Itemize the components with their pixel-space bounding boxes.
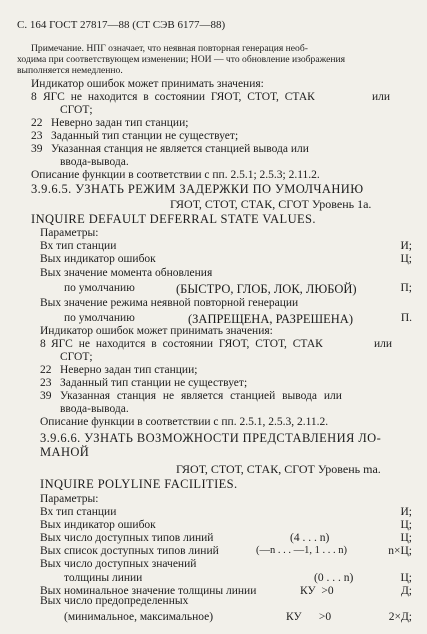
error-code: 39 bbox=[31, 143, 43, 155]
note-line: ходима при соответствующем изменении; НОИ — что обновление изображения bbox=[17, 54, 346, 65]
param-range: (ЗАПРЕЩЕНА, РАЗРЕШЕНА) bbox=[188, 312, 353, 326]
param-type: 2×Д; bbox=[388, 611, 412, 623]
params-label: Параметры: bbox=[40, 227, 99, 239]
param-name: Вх тип станции bbox=[40, 240, 117, 252]
section-title: 3.9.6.5. УЗНАТЬ РЕЖИМ ЗАДЕРЖКИ ПО УМОЛЧАНИЮ bbox=[31, 182, 364, 196]
error-text: ЯГС не находится в состоянии ГЯОТ, СТОТ, СТАК bbox=[43, 91, 315, 103]
text-line: Описание функции в соответствии с пп. 2.5.1, 2.5.3, 2.11.2. bbox=[40, 416, 329, 428]
error-text: ввода-вывода. bbox=[60, 156, 129, 168]
params-label: Параметры: bbox=[40, 493, 99, 505]
error-text: Заданный тип станции не существует; bbox=[60, 377, 248, 389]
error-text: СГОТ; bbox=[60, 104, 93, 116]
param-name: Вых число доступных типов линий bbox=[40, 532, 214, 544]
param-name: Вых значение момента обновления bbox=[40, 267, 213, 279]
param-type: П; bbox=[400, 282, 412, 294]
error-code: 23 bbox=[40, 377, 52, 389]
error-text: Неверно задан тип станции; bbox=[60, 364, 198, 376]
note-line: Примечание. НПГ означает, что неявная повторная генерация необ- bbox=[31, 43, 308, 54]
error-text: Неверно задан тип станции; bbox=[51, 117, 189, 129]
error-text: ввода-вывода. bbox=[60, 403, 129, 415]
param-name: по умолчанию bbox=[64, 312, 135, 324]
error-code: 23 bbox=[31, 130, 43, 142]
text-line: Индикатор ошибок может принимать значения: bbox=[40, 325, 273, 337]
param-name: Вых число доступных значений bbox=[40, 558, 197, 570]
section-title-english: INQUIRE POLYLINE FACILITIES. bbox=[40, 477, 238, 491]
error-text: ЯГС не находится в состоянии ГЯОТ, СТОТ, СТАК bbox=[51, 338, 323, 350]
error-code: 22 bbox=[40, 364, 52, 376]
param-name: Вых число предопределенных bbox=[40, 595, 189, 607]
param-type: Ц; bbox=[400, 572, 412, 584]
section-title-english: INQUIRE DEFAULT DEFERRAL STATE VALUES. bbox=[31, 212, 316, 226]
param-type: И; bbox=[400, 240, 412, 252]
page-header: С. 164 ГОСТ 27817—88 (СТ СЭВ 6177—88) bbox=[17, 19, 226, 31]
param-type: П. bbox=[400, 312, 412, 324]
error-code: 8 bbox=[31, 91, 37, 103]
error-code: 22 bbox=[31, 117, 43, 129]
param-type: Ц; bbox=[400, 532, 412, 544]
param-type: n×Ц; bbox=[388, 545, 412, 557]
error-text: Заданный тип станции не существует; bbox=[51, 130, 239, 142]
param-name: по умолчанию bbox=[64, 282, 135, 294]
param-range: КУ >0 bbox=[300, 585, 334, 597]
param-name: толщины линии bbox=[64, 572, 143, 584]
param-range: (БЫСТРО, ГЛОБ, ЛОК, ЛЮБОЙ) bbox=[176, 282, 357, 296]
param-range: (4 . . . n) bbox=[290, 532, 330, 544]
param-name: Вых индикатор ошибок bbox=[40, 253, 156, 265]
error-text: Указанная станция не является станцией вывода или bbox=[51, 143, 309, 155]
param-range: (—n . . . —1, 1 . . . n) bbox=[256, 545, 347, 556]
param-range: КУ >0 bbox=[286, 611, 332, 623]
text-line: Описание функции в соответствии с пп. 2.5.1; 2.5.3; 2.11.2. bbox=[31, 169, 320, 181]
param-name: Вых индикатор ошибок bbox=[40, 519, 156, 531]
param-name: Вх тип станции bbox=[40, 506, 117, 518]
error-text: или bbox=[372, 91, 391, 103]
param-range: (0 . . . n) bbox=[314, 572, 354, 584]
error-code: 39 bbox=[40, 390, 52, 402]
error-text: СГОТ; bbox=[60, 351, 93, 363]
error-code: 8 bbox=[40, 338, 46, 350]
param-type: Ц; bbox=[400, 253, 412, 265]
param-name: (минимальное, максимальное) bbox=[64, 611, 214, 623]
param-type: Ц; bbox=[400, 519, 412, 531]
text-line: Индикатор ошибок может принимать значения: bbox=[31, 78, 264, 90]
param-name: Вых список доступных типов линий bbox=[40, 545, 219, 557]
error-text: или bbox=[374, 338, 393, 350]
section-title: 3.9.6.6. УЗНАТЬ ВОЗМОЖНОСТИ ПРЕДСТАВЛЕНИЯ ЛО- bbox=[40, 431, 382, 445]
param-type: Д; bbox=[400, 585, 412, 597]
section-title: МАНОЙ bbox=[40, 445, 90, 459]
param-name: Вых значение режима неявной повторной генерации bbox=[40, 297, 299, 309]
param-name: Вых номинальное значение толщины линии bbox=[40, 585, 257, 597]
section-states: ГЯОТ, СТОТ, СТАК, СГОТ Уровень ma. bbox=[176, 462, 381, 476]
section-states: ГЯОТ, СТОТ, СТАК, СГОТ Уровень 1а. bbox=[170, 197, 372, 211]
error-text: Указанная станция не является станцией вывода или bbox=[60, 390, 342, 402]
param-type: И; bbox=[400, 506, 412, 518]
note-line: выполняется немедленно. bbox=[17, 65, 123, 76]
